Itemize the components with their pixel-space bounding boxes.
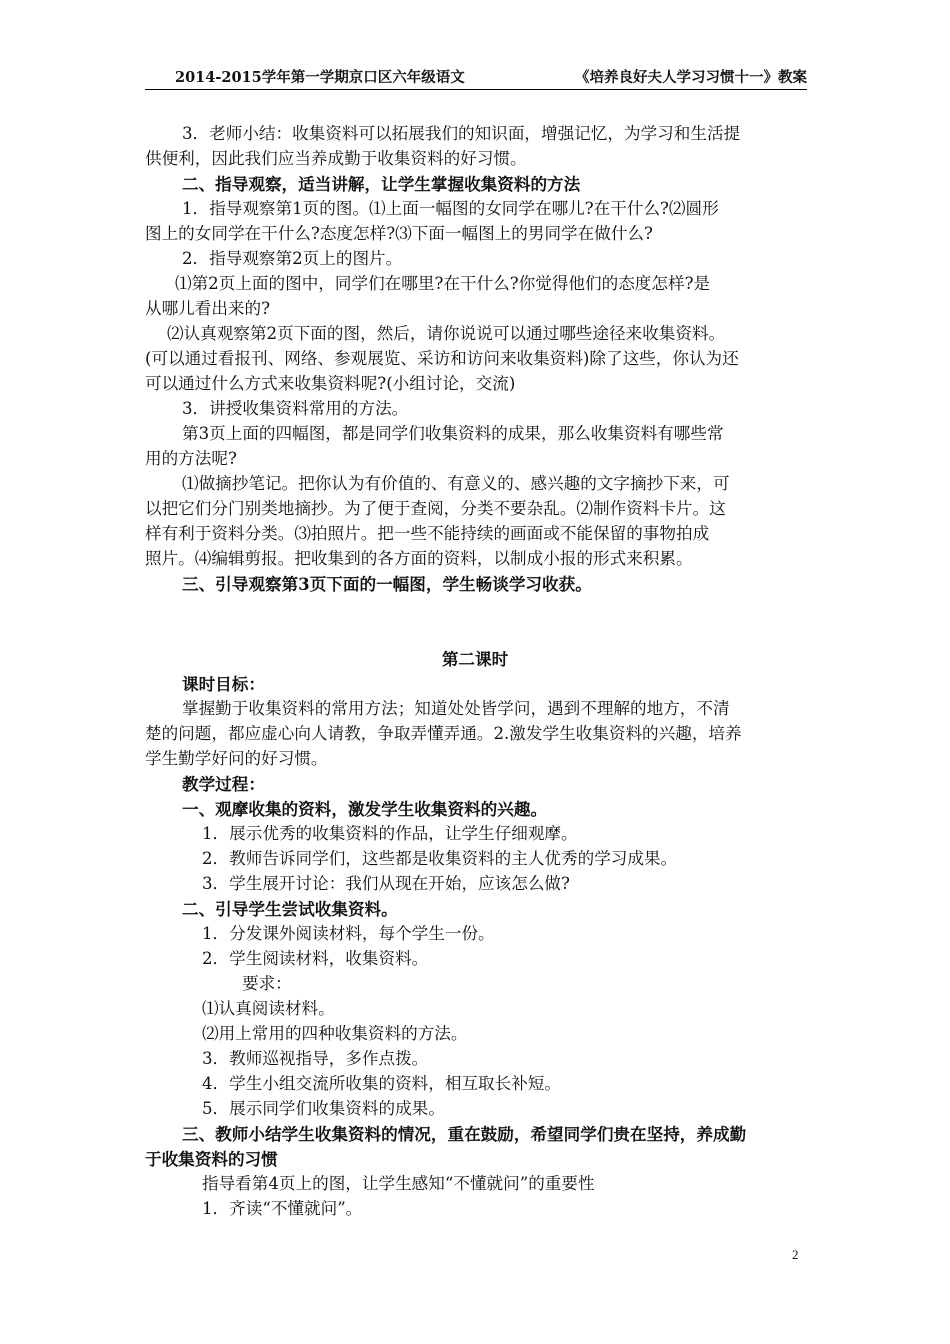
section-heading: 一、观摩收集的资料，激发学生收集资料的兴趣。 — [182, 799, 548, 819]
header-divider — [145, 89, 807, 90]
text-line: 第3页上面的四幅图，都是同学们收集资料的成果，那么收集资料有哪些常 — [182, 424, 724, 443]
section-heading: 于收集资料的习惯 — [145, 1149, 278, 1169]
text-line: ⑴第2页上面的图中，同学们在哪里?在干什么?你觉得他们的态度怎样?是 — [175, 274, 711, 293]
list-item: 3．教师巡视指导，多作点拨。 — [202, 1049, 429, 1068]
text-line: 2．指导观察第2页上的图片。 — [182, 249, 403, 268]
list-item: 1．分发课外阅读材料，每个学生一份。 — [202, 924, 495, 943]
text-line: 照片。⑷编辑剪报。把收集到的各方面的资料，以制成小报的形式来积累。 — [145, 549, 693, 568]
section-heading: 二、指导观察，适当讲解，让学生掌握收集资料的方法 — [182, 174, 581, 194]
list-item: ⑵用上常用的四种收集资料的方法。 — [202, 1024, 468, 1043]
lesson-title: 第二课时 — [441, 649, 509, 669]
text-line: 3．讲授收集资料常用的方法。 — [182, 399, 409, 418]
section-heading: 三、引导观察第3页下面的一幅图，学生畅谈学习收获。 — [182, 574, 592, 594]
text-line: 用的方法呢? — [145, 449, 237, 468]
list-item: 3．学生展开讨论：我们从现在开始，应该怎么做? — [202, 874, 570, 893]
text-line: 1．指导观察第1页的图。⑴上面一幅图的女同学在哪儿?在干什么?⑵圆形 — [182, 199, 719, 218]
text-line: 以把它们分门别类地摘抄。为了便于查阅，分类不要杂乱。⑵制作资料卡片。这 — [145, 499, 726, 518]
list-item: 4．学生小组交流所收集的资料，相互取长补短。 — [202, 1074, 562, 1093]
text-line: 指导看第4页上的图，让学生感知“不懂就问”的重要性 — [202, 1174, 595, 1193]
list-item: 1．齐读“不懂就问”。 — [202, 1199, 363, 1218]
text-line: 图上的女同学在干什么?态度怎样?⑶下面一幅图上的男同学在做什么? — [145, 224, 653, 243]
text-line: 楚的问题，都应虚心向人请教，争取弄懂弄通。2.激发学生收集资料的兴趣，培养 — [145, 724, 742, 743]
text-line: 可以通过什么方式来收集资料呢?(小组讨论，交流) — [145, 374, 516, 393]
text-line: 从哪儿看出来的? — [145, 299, 271, 318]
list-item: 2．学生阅读材料，收集资料。 — [202, 949, 429, 968]
text-line: 要求： — [242, 974, 292, 993]
text-line: (可以通过看报刊、网络、参观展览、采访和访问来收集资料)除了这些，你认为还 — [145, 349, 739, 368]
text-line: 掌握勤于收集资料的常用方法；知道处处皆学问，遇到不理解的地方，不清 — [182, 699, 730, 718]
list-item: 2．教师告诉同学们，这些都是收集资料的主人优秀的学习成果。 — [202, 849, 678, 868]
text-line: ⑴做摘抄笔记。把你认为有价值的、有意义的、感兴趣的文字摘抄下来，可 — [182, 474, 730, 493]
subheading: 教学过程： — [182, 774, 265, 794]
text-line: ⑵认真观察第2页下面的图，然后，请你说说可以通过哪些途径来收集资料。 — [167, 324, 726, 343]
header-right: 《培养良好夫人学习习惯十一》教案 — [575, 69, 807, 86]
header-left: 2014-2015学年第一学期京口区六年级语文 — [175, 69, 465, 86]
section-heading: 二、引导学生尝试收集资料。 — [182, 899, 398, 919]
section-heading: 三、教师小结学生收集资料的情况，重在鼓励，希望同学们贵在坚持，养成勤 — [182, 1124, 747, 1144]
text-line: 3．老师小结：收集资料可以拓展我们的知识面，增强记忆，为学习和生活提 — [182, 124, 741, 143]
list-item: ⑴认真阅读材料。 — [202, 999, 335, 1018]
list-item: 1．展示优秀的收集资料的作品，让学生仔细观摩。 — [202, 824, 578, 843]
list-item: 5．展示同学们收集资料的成果。 — [202, 1099, 445, 1118]
text-line: 学生勤学好问的好习惯。 — [145, 749, 328, 768]
page-header — [145, 66, 807, 88]
subheading: 课时目标： — [182, 674, 265, 694]
text-line: 供便利，因此我们应当养成勤于收集资料的好习惯。 — [145, 149, 527, 168]
page-number: 2 — [792, 1247, 799, 1262]
text-line: 样有利于资料分类。⑶拍照片。把一些不能持续的画面或不能保留的事物拍成 — [145, 524, 710, 543]
